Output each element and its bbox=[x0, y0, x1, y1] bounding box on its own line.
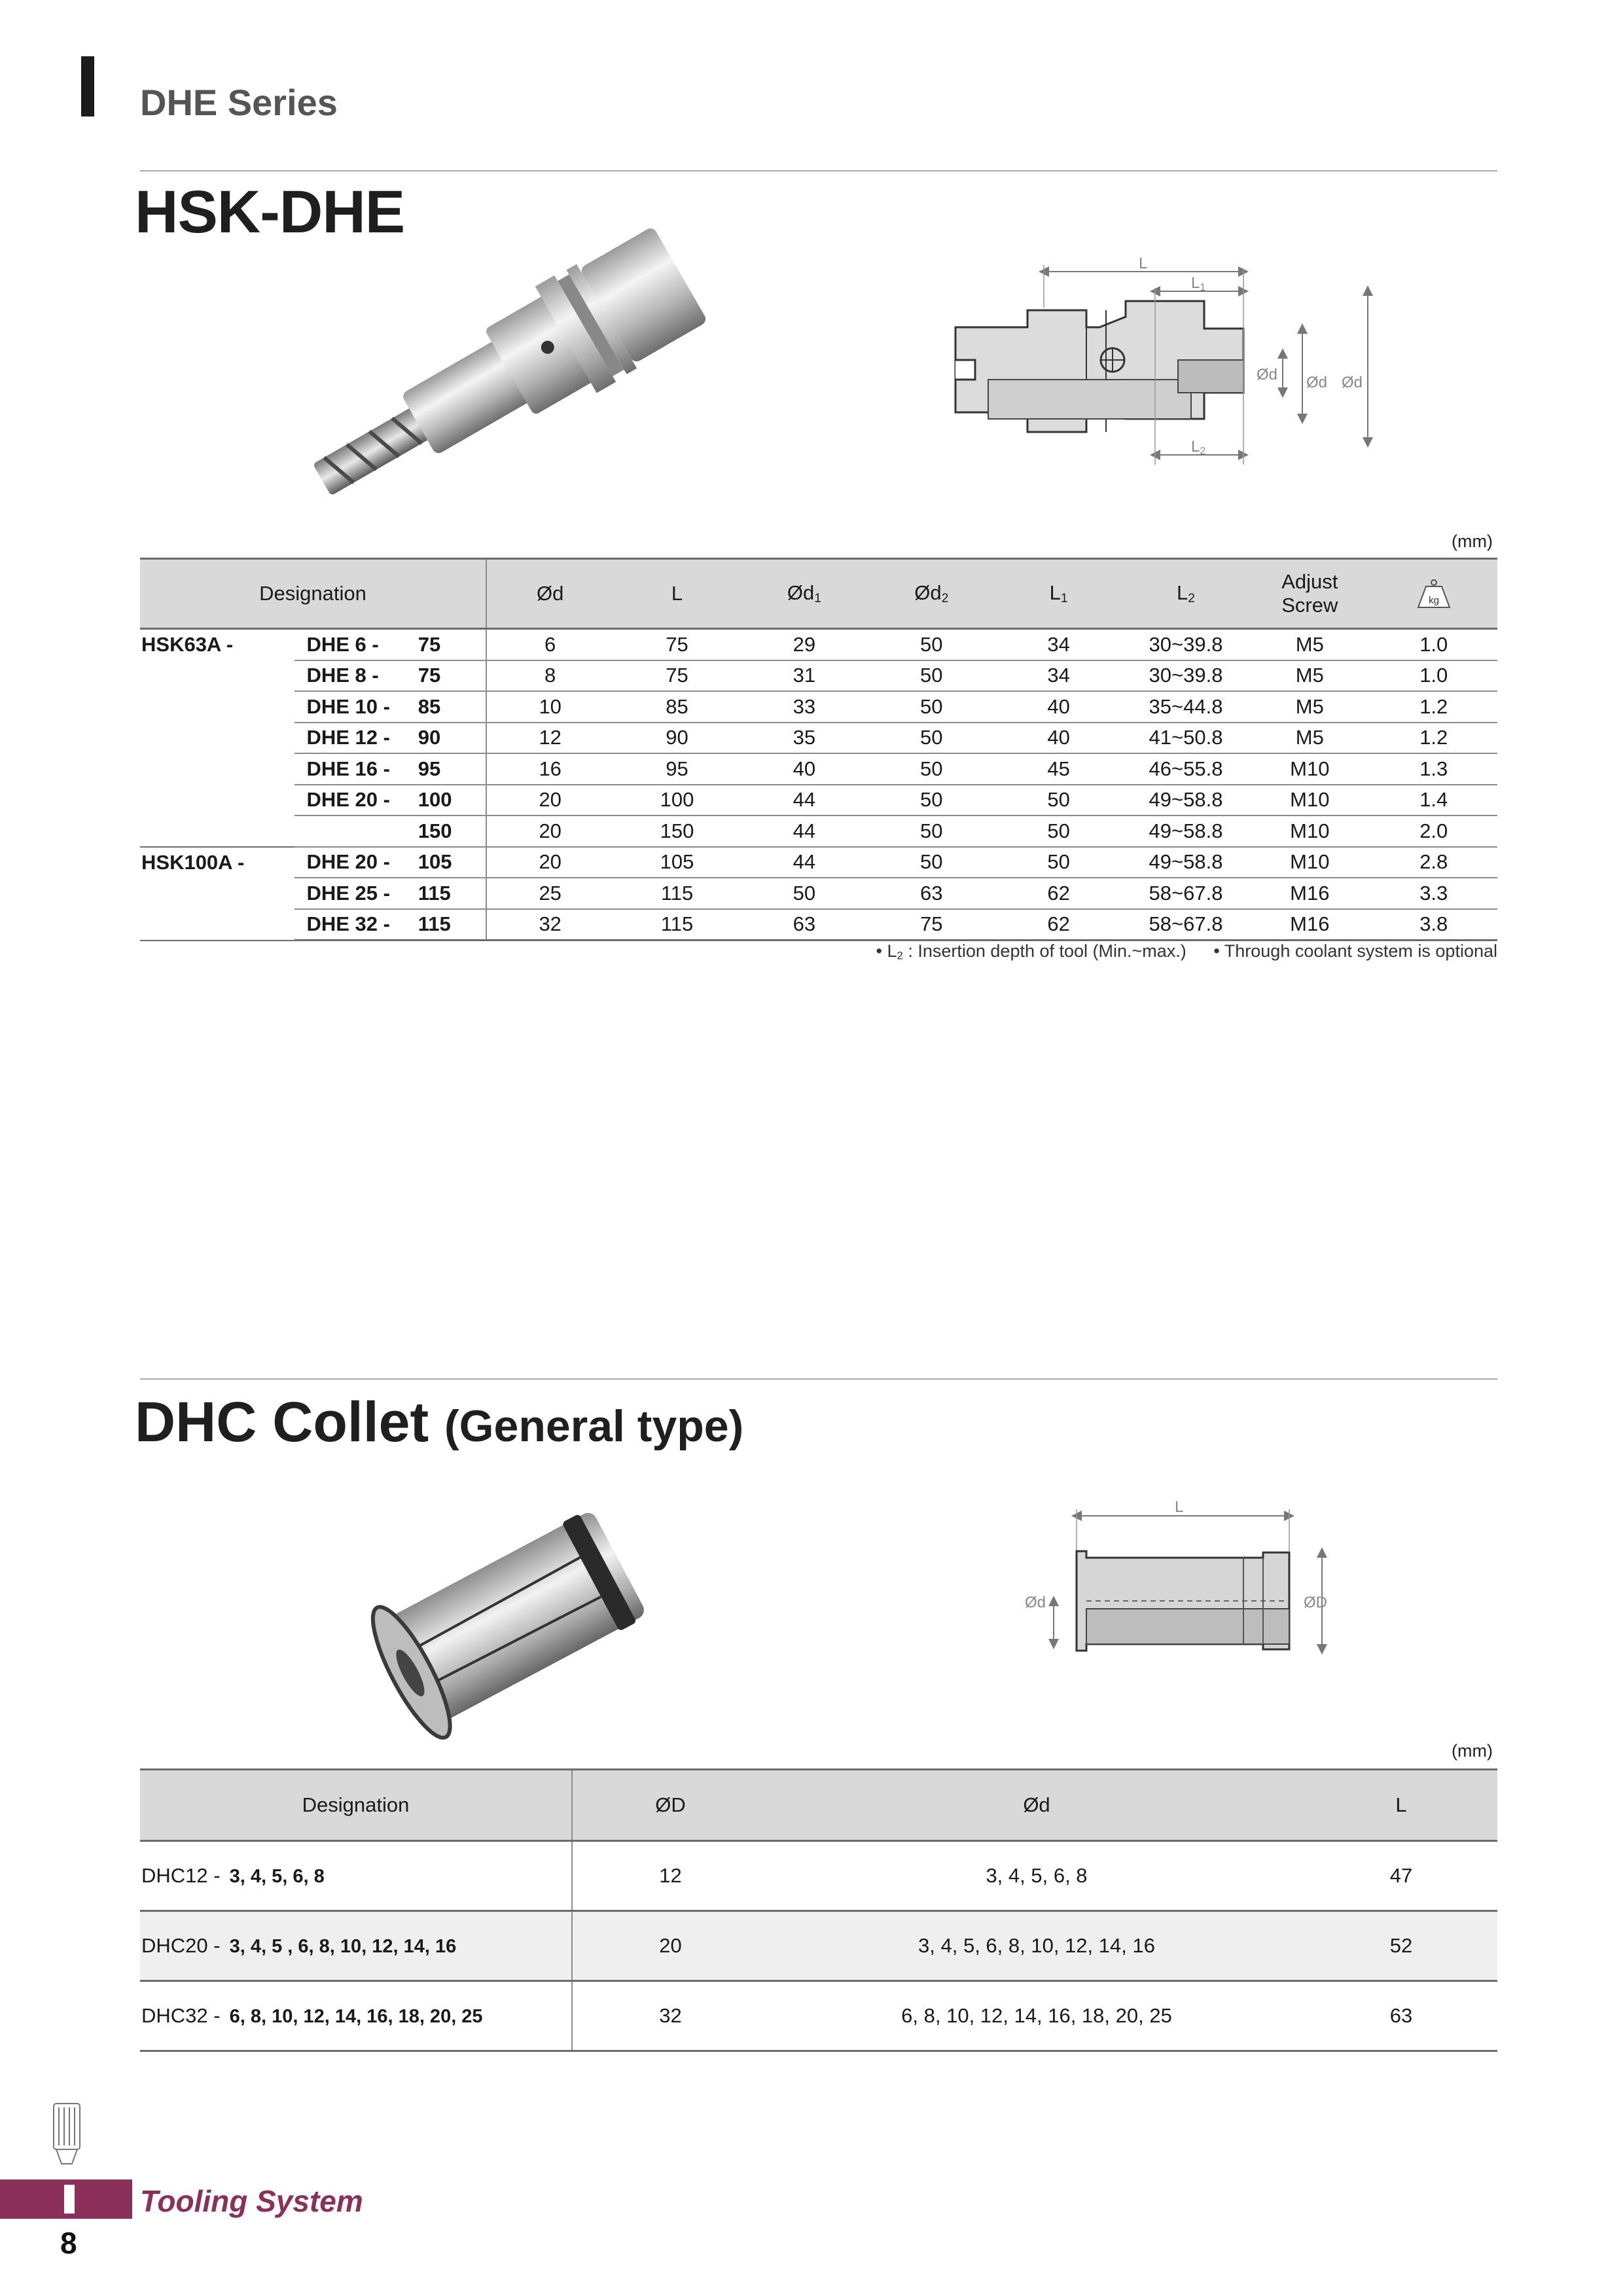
cell-L: 115 bbox=[613, 909, 740, 941]
cell-kg: 2.8 bbox=[1370, 847, 1498, 878]
cell-kg: 3.8 bbox=[1370, 909, 1498, 941]
header-d1: $Ød_1$ bbox=[741, 559, 868, 629]
cell-code: DHC32 - bbox=[141, 2004, 221, 2027]
cell-designation bbox=[140, 1841, 572, 1911]
cell-d1: 35 bbox=[741, 723, 868, 754]
cell-kg: 1.3 bbox=[1370, 753, 1498, 785]
cell-screw: M10 bbox=[1249, 785, 1370, 816]
cell-group bbox=[140, 785, 294, 816]
section-title-hsk-dhe: HSK-DHE bbox=[135, 179, 405, 245]
header-L1: $L_1$ bbox=[995, 559, 1122, 629]
cell-group bbox=[140, 691, 294, 723]
cell-d2: 50 bbox=[868, 660, 995, 692]
cell-d: 8 bbox=[486, 660, 613, 692]
cell-d: 25 bbox=[486, 878, 613, 909]
section-divider bbox=[140, 170, 1497, 171]
cell-d1: 63 bbox=[741, 909, 868, 941]
cell-d2: 75 bbox=[868, 909, 995, 941]
diagram2-label-D: ØD bbox=[1304, 1594, 1327, 1611]
cell-d: 20 bbox=[486, 816, 613, 847]
table-row bbox=[140, 660, 1497, 692]
table-row bbox=[140, 629, 1497, 660]
cell-kg: 1.0 bbox=[1370, 629, 1498, 660]
cell-L1: 45 bbox=[995, 753, 1122, 785]
cell-screw: M5 bbox=[1249, 691, 1370, 723]
cell-L1: 62 bbox=[995, 878, 1122, 909]
cell-kg: 1.0 bbox=[1370, 660, 1498, 692]
cell-d1: 29 bbox=[741, 629, 868, 660]
cell-d: 10 bbox=[486, 691, 613, 723]
cell-L: 47 bbox=[1305, 1841, 1497, 1911]
cell-d2: 50 bbox=[868, 723, 995, 754]
diagram-label-sub2: 2 bbox=[1200, 446, 1206, 457]
cell-L: 115 bbox=[613, 878, 740, 909]
page-number: 8 bbox=[60, 2226, 77, 2260]
cell-kg: 2.0 bbox=[1370, 816, 1498, 847]
header-designation: Designation bbox=[140, 559, 486, 629]
cell-d2: 50 bbox=[868, 785, 995, 816]
cell-length: 100 bbox=[410, 785, 486, 816]
cell-L2: 58~67.8 bbox=[1122, 909, 1249, 941]
cell-L: 150 bbox=[613, 816, 740, 847]
cell-L: 100 bbox=[613, 785, 740, 816]
cell-L2: 49~58.8 bbox=[1122, 816, 1249, 847]
cell-screw: M10 bbox=[1249, 816, 1370, 847]
cell-L: 75 bbox=[613, 629, 740, 660]
table-row bbox=[140, 785, 1497, 816]
table-row bbox=[140, 878, 1497, 909]
cell-d1: 31 bbox=[741, 660, 868, 692]
cell-length: 85 bbox=[410, 691, 486, 723]
weight-icon bbox=[1414, 579, 1454, 609]
diagram-label-L: L bbox=[1139, 255, 1148, 272]
cell-d: 6, 8, 10, 12, 14, 16, 18, 20, 25 bbox=[768, 1981, 1305, 2051]
table-row bbox=[140, 723, 1497, 754]
cell-model: DHE 6 - bbox=[294, 629, 410, 660]
cell-group bbox=[140, 909, 294, 941]
cell-L1: 40 bbox=[995, 723, 1122, 754]
cell-sizes: 3, 4, 5, 6, 8 bbox=[229, 1866, 325, 1887]
cell-screw: M10 bbox=[1249, 847, 1370, 878]
header2-D: ØD bbox=[572, 1770, 768, 1841]
header-bar bbox=[81, 56, 94, 117]
cell-model: DHE 10 - bbox=[294, 691, 410, 723]
cell-L2: 49~58.8 bbox=[1122, 847, 1249, 878]
header2-d: Ød bbox=[768, 1770, 1305, 1841]
cell-d2: 50 bbox=[868, 691, 995, 723]
table-row bbox=[140, 691, 1497, 723]
cell-d: 16 bbox=[486, 753, 613, 785]
svg-text:kg: kg bbox=[1428, 595, 1439, 606]
diagram-label-L1: L bbox=[1191, 274, 1200, 292]
diagram-label-d2: Ød bbox=[1342, 374, 1363, 391]
diagram-label-L2: L bbox=[1191, 438, 1200, 456]
header-d: Ød bbox=[486, 559, 613, 629]
cell-screw: M16 bbox=[1249, 878, 1370, 909]
header-L: L bbox=[613, 559, 740, 629]
cell-d2: 50 bbox=[868, 753, 995, 785]
cell-d1: 44 bbox=[741, 847, 868, 878]
footer-bar-mark bbox=[64, 2185, 75, 2214]
dhc-collet-spec-table bbox=[140, 1768, 1497, 2052]
cell-screw: M10 bbox=[1249, 753, 1370, 785]
cell-d: 20 bbox=[486, 785, 613, 816]
diagram2-label-L: L bbox=[1175, 1498, 1184, 1516]
cell-group: HSK63A - bbox=[141, 633, 234, 656]
cell-screw: M5 bbox=[1249, 723, 1370, 754]
cell-L1: 34 bbox=[995, 660, 1122, 692]
cell-d: 20 bbox=[486, 847, 613, 878]
cell-d2: 63 bbox=[868, 878, 995, 909]
table-row bbox=[140, 909, 1497, 941]
hsk-dhe-product-photo bbox=[268, 223, 740, 530]
header-adjust-screw: Adjust Screw bbox=[1249, 559, 1370, 629]
cell-group bbox=[140, 660, 294, 692]
cell-L1: 62 bbox=[995, 909, 1122, 941]
cell-L1: 50 bbox=[995, 847, 1122, 878]
cell-d: 3, 4, 5, 6, 8 bbox=[768, 1841, 1305, 1911]
cell-group bbox=[140, 816, 294, 847]
cell-kg: 1.2 bbox=[1370, 723, 1498, 754]
table2-row bbox=[140, 1911, 1497, 1981]
header2-designation: Designation bbox=[140, 1770, 572, 1841]
cell-L: 95 bbox=[613, 753, 740, 785]
cell-designation bbox=[140, 1911, 572, 1981]
table-footnote: • $L_2$ : Insertion depth of tool (Min.~max.) • Through coolant system is optional bbox=[876, 941, 1497, 962]
series-title: DHE Series bbox=[140, 82, 338, 123]
cell-model: DHE 20 - bbox=[294, 785, 410, 816]
cell-L2: 41~50.8 bbox=[1122, 723, 1249, 754]
cell-code: DHC12 - bbox=[141, 1864, 221, 1887]
cell-L2: 30~39.8 bbox=[1122, 629, 1249, 660]
cell-sizes: 3, 4, 5 , 6, 8, 10, 12, 14, 16 bbox=[229, 1936, 457, 1957]
cell-L: 63 bbox=[1305, 1981, 1497, 2051]
cell-d1: 40 bbox=[741, 753, 868, 785]
cell-L1: 34 bbox=[995, 629, 1122, 660]
cell-model: DHE 20 - bbox=[294, 847, 410, 878]
table2-header-row bbox=[140, 1770, 1497, 1841]
cell-length: 75 bbox=[410, 629, 486, 660]
cell-L2: 46~55.8 bbox=[1122, 753, 1249, 785]
cell-d2: 50 bbox=[868, 629, 995, 660]
cell-d: 12 bbox=[486, 723, 613, 754]
cell-L2: 35~44.8 bbox=[1122, 691, 1249, 723]
cell-length: 115 bbox=[410, 909, 486, 941]
cell-screw: M5 bbox=[1249, 660, 1370, 692]
footer-title: Tooling System bbox=[140, 2184, 363, 2218]
unit-label-2: (mm) bbox=[1452, 1741, 1493, 1761]
table2-row bbox=[140, 1981, 1497, 2051]
cell-L: 52 bbox=[1305, 1911, 1497, 1981]
svg-text:L1 bbox=[1191, 274, 1205, 293]
collet-icon bbox=[48, 2101, 85, 2173]
cell-d1: 44 bbox=[741, 816, 868, 847]
cell-L2: 58~67.8 bbox=[1122, 878, 1249, 909]
cell-group bbox=[140, 753, 294, 785]
table2-row bbox=[140, 1841, 1497, 1911]
cell-kg: 1.2 bbox=[1370, 691, 1498, 723]
cell-sizes: 6, 8, 10, 12, 14, 16, 18, 20, 25 bbox=[229, 2006, 483, 2027]
cell-model: DHE 16 - bbox=[294, 753, 410, 785]
cell-L: 85 bbox=[613, 691, 740, 723]
cell-length: 105 bbox=[410, 847, 486, 878]
cell-d: 32 bbox=[486, 909, 613, 941]
cell-d: 3, 4, 5, 6, 8, 10, 12, 14, 16 bbox=[768, 1911, 1305, 1981]
cell-d1: 33 bbox=[741, 691, 868, 723]
svg-text:L2 bbox=[1191, 438, 1205, 457]
cell-L2: 49~58.8 bbox=[1122, 785, 1249, 816]
cell-D: 32 bbox=[572, 1981, 768, 2051]
table-header-row bbox=[140, 559, 1497, 629]
cell-length: 115 bbox=[410, 878, 486, 909]
header2-L: L bbox=[1305, 1770, 1497, 1841]
unit-label-1: (mm) bbox=[1452, 531, 1493, 551]
table-row bbox=[140, 816, 1497, 847]
cell-L: 105 bbox=[613, 847, 740, 878]
cell-group: HSK100A - bbox=[141, 850, 245, 874]
cell-D: 12 bbox=[572, 1841, 768, 1911]
cell-L2: 30~39.8 bbox=[1122, 660, 1249, 692]
cell-model: DHE 25 - bbox=[294, 878, 410, 909]
dhc-collet-dimension-diagram bbox=[1008, 1492, 1374, 1689]
cell-L: 90 bbox=[613, 723, 740, 754]
cell-kg: 1.4 bbox=[1370, 785, 1498, 816]
hsk-dhe-spec-table bbox=[140, 558, 1497, 941]
cell-d1: 50 bbox=[741, 878, 868, 909]
cell-model bbox=[294, 816, 410, 847]
cell-model: DHE 12 - bbox=[294, 723, 410, 754]
cell-length: 90 bbox=[410, 723, 486, 754]
diagram-label-d1: Ød bbox=[1306, 374, 1328, 391]
table-row bbox=[140, 753, 1497, 785]
cell-length: 95 bbox=[410, 753, 486, 785]
cell-d2: 50 bbox=[868, 847, 995, 878]
cell-group bbox=[140, 723, 294, 754]
cell-d: 6 bbox=[486, 629, 613, 660]
header-L2: $L_2$ bbox=[1122, 559, 1249, 629]
cell-model: DHE 8 - bbox=[294, 660, 410, 692]
cell-L1: 50 bbox=[995, 785, 1122, 816]
cell-designation bbox=[140, 1981, 572, 2051]
section-title-dhc-collet: DHC Collet (General type) bbox=[135, 1391, 744, 1454]
header-weight bbox=[1370, 559, 1498, 629]
cell-code: DHC20 - bbox=[141, 1934, 221, 1957]
hsk-dhe-dimension-diagram bbox=[929, 249, 1427, 484]
cell-length: 150 bbox=[410, 816, 486, 847]
cell-kg: 3.3 bbox=[1370, 878, 1498, 909]
cell-screw: M16 bbox=[1249, 909, 1370, 941]
diagram-label-sub1: 1 bbox=[1200, 282, 1206, 293]
cell-d1: 44 bbox=[741, 785, 868, 816]
header-d2: $Ød_2$ bbox=[868, 559, 995, 629]
cell-screw: M5 bbox=[1249, 629, 1370, 660]
diagram-label-d: Ød bbox=[1257, 366, 1278, 384]
cell-group bbox=[140, 878, 294, 909]
cell-model: DHE 32 - bbox=[294, 909, 410, 941]
diagram2-label-d: Ød bbox=[1025, 1594, 1046, 1611]
cell-L1: 40 bbox=[995, 691, 1122, 723]
dhc-collet-product-photo bbox=[327, 1486, 681, 1761]
section-divider-2 bbox=[140, 1378, 1497, 1380]
cell-D: 20 bbox=[572, 1911, 768, 1981]
cell-d2: 50 bbox=[868, 816, 995, 847]
cell-length: 75 bbox=[410, 660, 486, 692]
table-row bbox=[140, 847, 1497, 878]
cell-L1: 50 bbox=[995, 816, 1122, 847]
cell-L: 75 bbox=[613, 660, 740, 692]
